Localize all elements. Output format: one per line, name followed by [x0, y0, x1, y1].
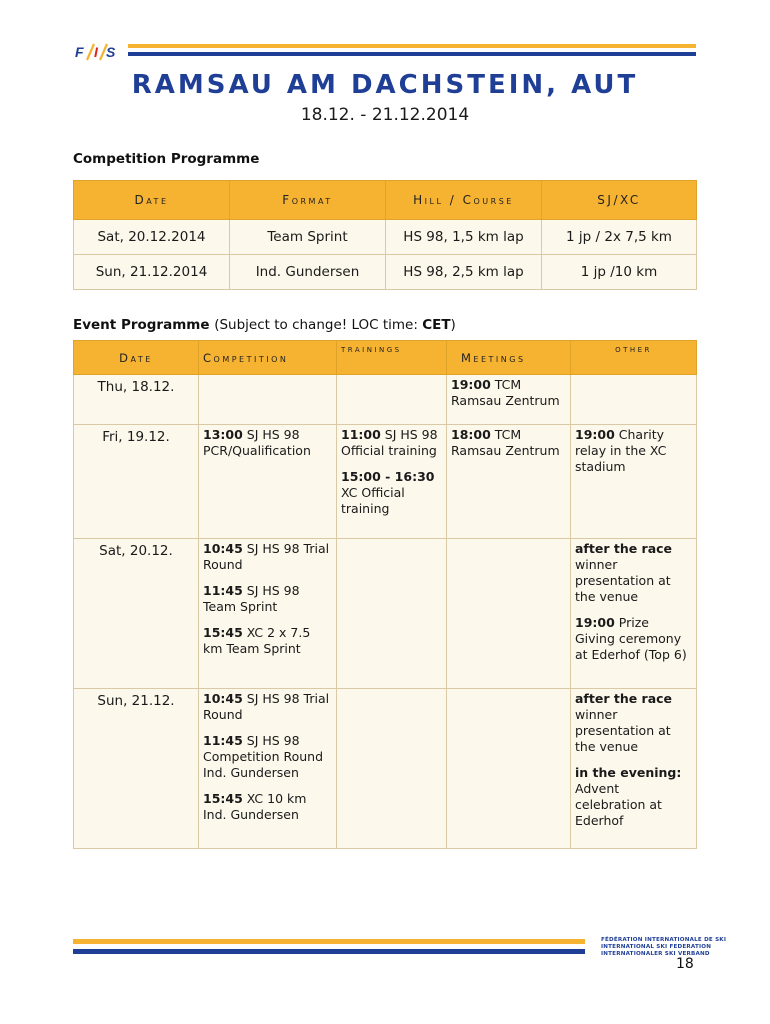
federation-name-de: INTERNATIONALER SKI VERBAND [601, 951, 710, 957]
column-header-meetings: Meetings [447, 341, 571, 375]
competition-entry [203, 541, 332, 573]
entry-time: 13:00 [203, 427, 243, 442]
entry-time: 11:45 [203, 733, 243, 748]
cell-date: Fri, 19.12. [74, 425, 199, 539]
entry-time: after the race [575, 541, 673, 556]
other-entry [575, 541, 692, 605]
other-entry [575, 615, 692, 663]
cell-date: Thu, 18.12. [74, 375, 199, 425]
entry-text: XC Official training [341, 485, 405, 516]
cell-trainings [337, 375, 447, 425]
entry-text: Advent celebration at Ederhof [575, 781, 662, 828]
event-dates: 18.12. - 21.12.2014 [300, 105, 470, 125]
footer-stripe-gold [73, 939, 585, 944]
cell-meetings [447, 689, 571, 849]
cell-sj-xc: 1 jp /10 km [542, 255, 697, 290]
cell-format: Team Sprint [230, 220, 386, 255]
entry-time: 19:00 [451, 377, 491, 392]
event-programme-title [73, 317, 456, 333]
cell-meetings [447, 375, 571, 425]
footer-stripe-blue [73, 949, 585, 954]
column-header-date: Date [74, 341, 199, 375]
cell-date: Sat, 20.12. [74, 539, 199, 689]
cell-competition [199, 539, 337, 689]
fis-logo [73, 40, 121, 66]
entry-time: 15:45 [203, 625, 243, 640]
entry-time: 10:45 [203, 691, 243, 706]
competition-entry [203, 583, 332, 615]
competition-entry [203, 791, 332, 823]
entry-text: Charity relay in the XC stadium [575, 427, 667, 474]
table-row [74, 689, 697, 849]
cell-date: Sun, 21.12. [74, 689, 199, 849]
column-header-other: other [571, 341, 697, 375]
svg-text:I: I [94, 44, 98, 60]
other-entry [575, 427, 692, 475]
cell-hill-course: HS 98, 1,5 km lap [386, 220, 542, 255]
entry-text: SJ HS 98 Team Sprint [203, 583, 300, 614]
cell-other [571, 539, 697, 689]
federation-name-en: INTERNATIONAL SKI FEDERATION [601, 944, 712, 950]
entry-time: 10:45 [203, 541, 243, 556]
column-header-date: Date [74, 181, 230, 220]
competition-entry [203, 427, 332, 459]
cell-trainings [337, 539, 447, 689]
page-number: 18 [676, 956, 694, 972]
entry-time: 15:45 [203, 791, 243, 806]
cell-trainings [337, 425, 447, 539]
competition-entry [203, 733, 332, 781]
table-header-row [74, 181, 697, 220]
cell-date: Sat, 20.12.2014 [74, 220, 230, 255]
entry-text: SJ HS 98 Trial Round [203, 541, 330, 572]
header-stripe-blue [128, 52, 696, 56]
cell-competition [199, 425, 337, 539]
event-programme-note-prefix: (Subject to change! LOC time: [214, 317, 423, 333]
cell-competition [199, 375, 337, 425]
table-row [74, 220, 697, 255]
entry-text: XC 2 x 7.5 km Team Sprint [203, 625, 311, 656]
entry-time: 11:45 [203, 583, 243, 598]
table-header-row [74, 341, 697, 375]
entry-time: after the race [575, 691, 673, 706]
entry-text: SJ HS 98 PCR/Qualification [203, 427, 311, 458]
event-programme-table [73, 340, 697, 849]
entry-text: SJ HS 98 Trial Round [203, 691, 330, 722]
cell-meetings [447, 539, 571, 689]
other-entry [575, 765, 692, 829]
entry-time: 18:00 [451, 427, 491, 442]
other-entry [575, 691, 692, 755]
table-row [74, 425, 697, 539]
table-row [74, 375, 697, 425]
cell-other [571, 689, 697, 849]
trainings-entry [341, 427, 442, 459]
cell-other [571, 425, 697, 539]
entry-time: 15:00 - 16:30 [341, 469, 435, 484]
cell-hill-course: HS 98, 2,5 km lap [386, 255, 542, 290]
entry-text: XC 10 km Ind. Gundersen [203, 791, 307, 822]
event-programme-label: Event Programme [73, 317, 210, 333]
entry-text: Prize Giving ceremony at Ederhof (Top 6) [575, 615, 687, 662]
column-header-sj-xc: SJ/XC [542, 181, 697, 220]
fis-federation-names [601, 937, 726, 958]
entry-text: SJ HS 98 Official training [341, 427, 438, 458]
competition-entry [203, 625, 332, 657]
svg-text:S: S [106, 44, 116, 60]
column-header-hill-course: Hill / Course [386, 181, 542, 220]
competition-programme-title: Competition Programme [73, 151, 260, 167]
column-header-format: Format [230, 181, 386, 220]
entry-time: 11:00 [341, 427, 381, 442]
competition-programme-table [73, 180, 697, 290]
svg-text:F: F [75, 44, 84, 60]
event-table-body [74, 375, 697, 849]
meetings-entry [451, 377, 566, 409]
page-title: RAMSAU AM DACHSTEIN, AUT [131, 70, 639, 100]
cell-sj-xc: 1 jp / 2x 7,5 km [542, 220, 697, 255]
table-row [74, 255, 697, 290]
cell-date: Sun, 21.12.2014 [74, 255, 230, 290]
column-header-competition: Competition [199, 341, 337, 375]
cell-format: Ind. Gundersen [230, 255, 386, 290]
trainings-entry [341, 469, 442, 517]
entry-text: TCM Ramsau Zentrum [451, 377, 560, 408]
event-programme-note-suffix: ) [450, 317, 456, 333]
entry-time: 19:00 [575, 615, 615, 630]
entry-time: in the evening: [575, 765, 682, 780]
cell-other [571, 375, 697, 425]
competition-entry [203, 691, 332, 723]
column-header-trainings: trainings [337, 341, 447, 375]
entry-text: TCM Ramsau Zentrum [451, 427, 560, 458]
event-programme-note-timezone: CET [422, 317, 451, 333]
entry-text: winner presentation at the venue [575, 707, 671, 754]
table-row [74, 539, 697, 689]
federation-name-fr: FÉDÉRATION INTERNATIONALE DE SKI [601, 937, 727, 943]
cell-competition [199, 689, 337, 849]
cell-trainings [337, 689, 447, 849]
header-stripe-gold [128, 44, 696, 48]
meetings-entry [451, 427, 566, 459]
entry-time: 19:00 [575, 427, 615, 442]
entry-text: winner presentation at the venue [575, 557, 671, 604]
entry-text: SJ HS 98 Competition Round Ind. Gundersen [203, 733, 324, 780]
cell-meetings [447, 425, 571, 539]
